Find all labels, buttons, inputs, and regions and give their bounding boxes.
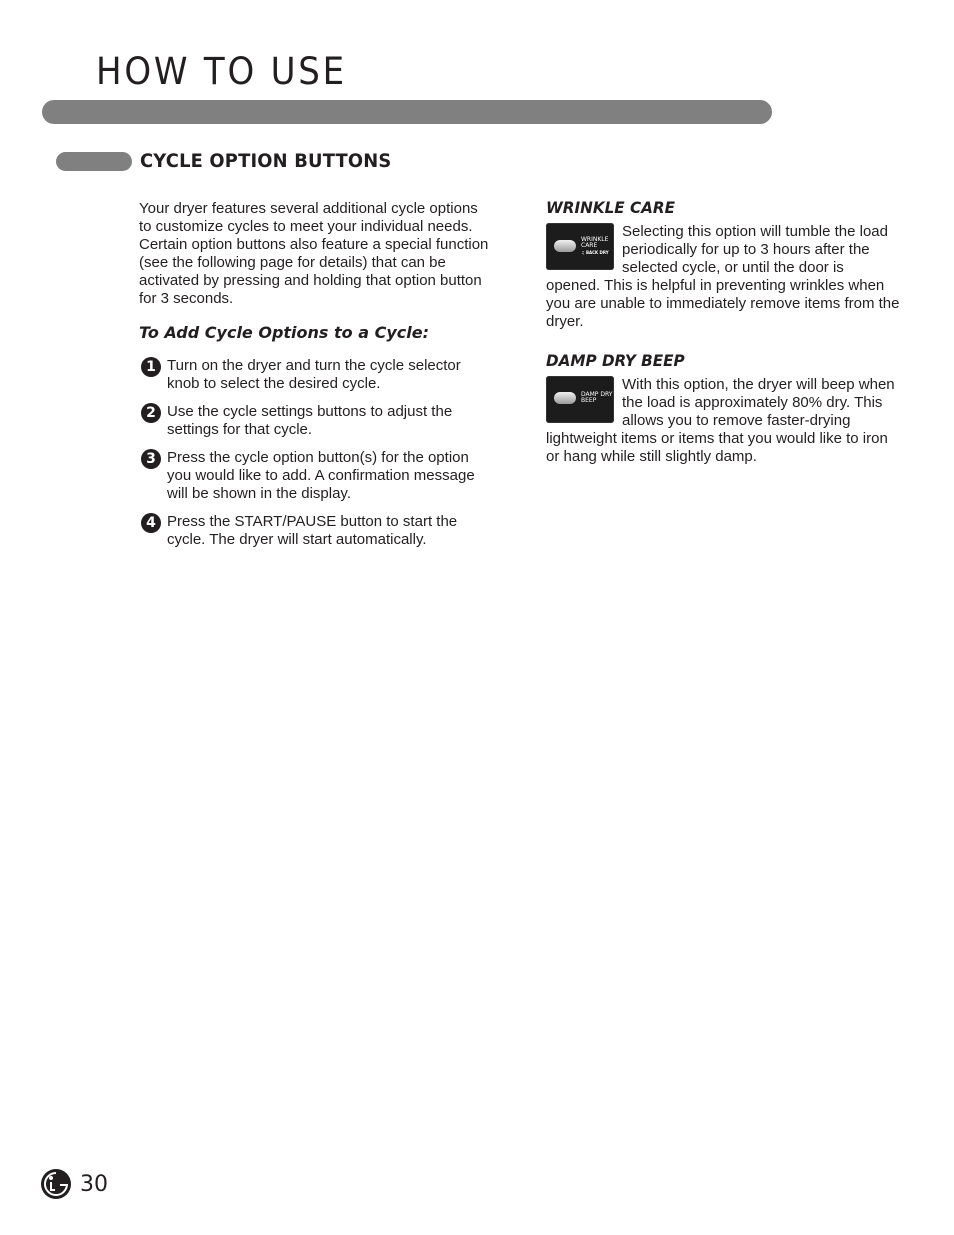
intro-paragraph: Your dryer features several additional cycle options to customize cycles to meet your individual needs. Certain option buttons also feature a special function (see the following page for details) that can be activated by pressing and holding that option button for 3 seconds. <box>139 200 489 307</box>
option-damp-dry-beep <box>546 351 900 466</box>
damp-dry-beep-button-image <box>546 376 614 423</box>
steps-subtitle: To Add Cycle Options to a Cycle: <box>139 323 429 342</box>
button-label-line2: BEEP <box>581 397 597 404</box>
step-text: Use the cycle settings buttons to adjust the settings for that cycle. <box>167 403 453 438</box>
button-label-line1: DAMP DRY <box>581 391 613 398</box>
header-bar <box>42 100 772 124</box>
steps-list <box>139 357 489 559</box>
step-number-icon: 1 <box>141 357 161 377</box>
step-item <box>139 403 489 439</box>
button-label-line1: WRINKLE <box>581 236 609 243</box>
step-text: Press the cycle option button(s) for the option you would like to add. A confirmation message will be shown in the display. <box>167 449 475 502</box>
lg-logo-icon <box>40 1168 72 1200</box>
toggle-icon <box>554 392 576 404</box>
section-title: CYCLE OPTION BUTTONS <box>140 150 392 172</box>
step-number-icon: 4 <box>141 513 161 533</box>
wrinkle-care-button-image <box>546 223 614 270</box>
option-description-block <box>546 223 900 331</box>
option-title: DAMP DRY BEEP <box>546 351 685 370</box>
step-item <box>139 449 489 503</box>
button-sublabel: ♫ BACK DRY <box>581 250 609 255</box>
step-text: Turn on the dryer and turn the cycle selector knob to select the desired cycle. <box>167 357 461 392</box>
button-label <box>581 237 608 249</box>
option-description: With this option, the dryer will beep when the load is approximately 80% dry. This allows you to remove faster-drying lightweight items or items that you would like to iron or hang while still slightly damp. <box>546 376 895 465</box>
step-number-icon: 3 <box>141 449 161 469</box>
option-title: WRINKLE CARE <box>546 198 675 217</box>
step-number-icon: 2 <box>141 403 161 423</box>
option-description: Selecting this option will tumble the load periodically for up to 3 hours after the selected cycle, or until the door is opened. This is helpful in preventing wrinkles when you are unable to immediately remove items from the dryer. <box>546 223 900 330</box>
step-item <box>139 357 489 393</box>
page-title: HOW TO USE <box>96 50 347 93</box>
section-marker <box>56 152 132 171</box>
toggle-icon <box>554 240 576 252</box>
button-label <box>581 392 612 404</box>
option-description-block <box>546 376 900 466</box>
step-item <box>139 513 489 549</box>
page-number: 30 <box>80 1172 108 1197</box>
step-text: Press the START/PAUSE button to start the cycle. The dryer will start automatically. <box>167 513 458 548</box>
button-label-line2: CARE <box>581 242 598 249</box>
option-wrinkle-care <box>546 198 900 331</box>
